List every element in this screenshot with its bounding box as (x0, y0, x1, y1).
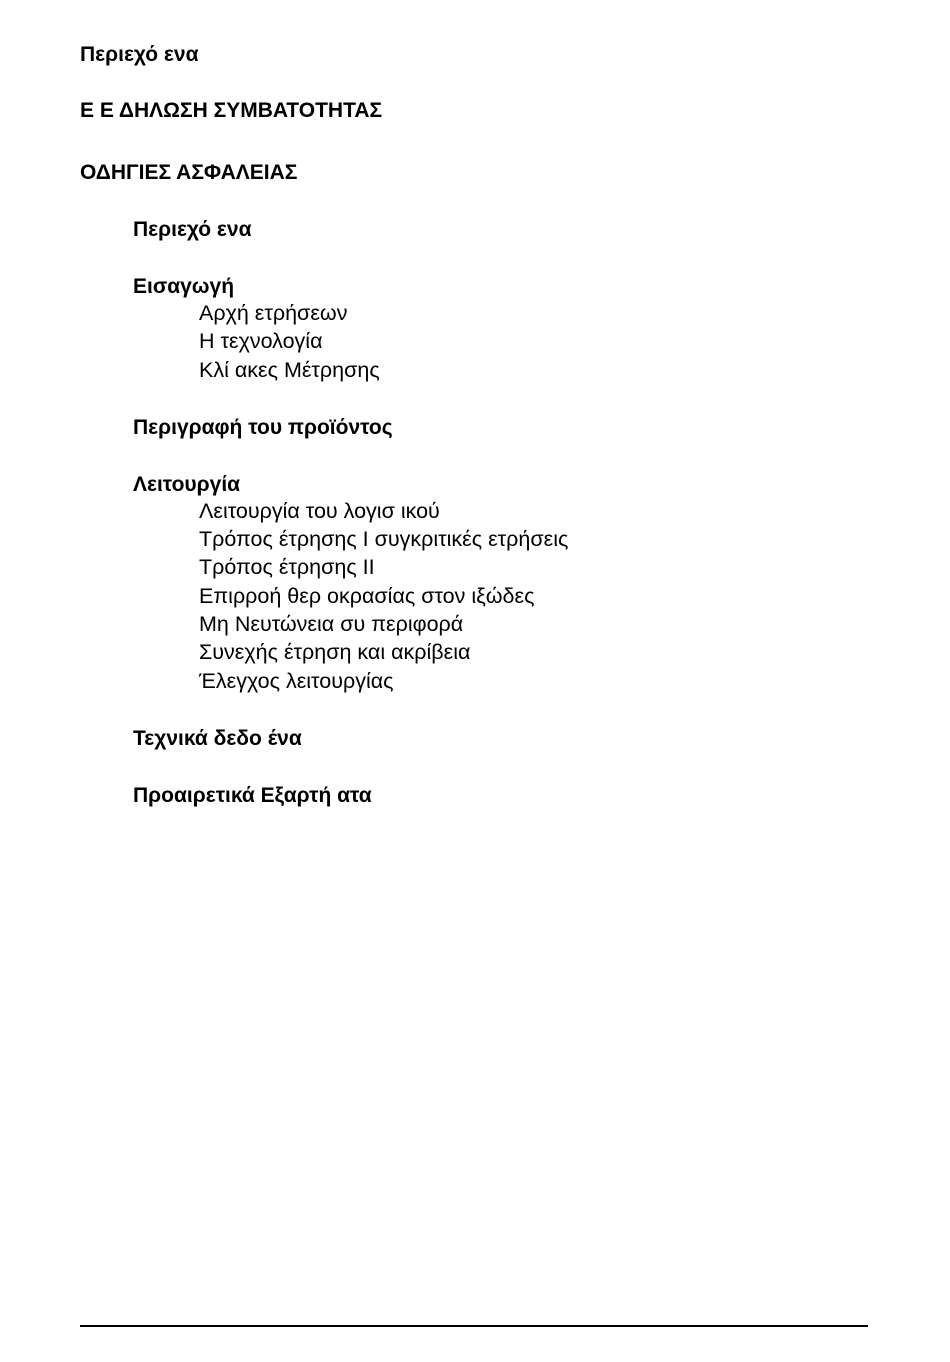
toc-subitem: Λειτουργία του λογισ ικού (199, 499, 440, 523)
toc-section-product-description: Περιγραφή του προϊόντος (133, 416, 393, 439)
toc-subitem: Κλί ακες Μέτρησης (199, 358, 380, 382)
toc-subitem: Έλεγχος λειτουργίας (199, 669, 394, 693)
toc-section-contents: Περιεχό ενα (133, 218, 252, 241)
toc-entry-safety-instructions: ΟΔΗΓΙΕΣ ΑΣΦΑΛΕΙΑΣ (80, 161, 298, 184)
toc-subitem: Συνεχής έτρηση και ακρίβεια (199, 640, 471, 664)
toc-section-optional-accessories: Προαιρετικά Εξαρτή ατα (133, 784, 372, 807)
footer-rule (80, 1325, 868, 1327)
toc-entry-ec-declaration: Ε Ε ΔΗΛΩΣΗ ΣΥΜΒΑΤΟΤΗΤΑΣ (80, 99, 383, 122)
toc-subitem: Μη Νευτώνεια συ περιφορά (199, 612, 464, 636)
toc-title: Περιεχό ενα (80, 43, 199, 66)
toc-subitem: Τρόπος έτρησης Ι συγκριτικές ετρήσεις (199, 527, 569, 551)
toc-subitem: Τρόπος έτρησης ΙΙ (199, 555, 375, 579)
toc-section-introduction: Εισαγωγή (133, 275, 235, 298)
toc-subitem: Αρχή ετρήσεων (199, 301, 348, 325)
toc-section-operation: Λειτουργία (133, 473, 241, 496)
toc-section-technical-data: Τεχνικά δεδο ένα (133, 727, 302, 750)
toc-subitem: Επιρροή θερ οκρασίας στον ιξώδες (199, 584, 535, 608)
toc-subitem: Η τεχνολογία (199, 329, 323, 353)
